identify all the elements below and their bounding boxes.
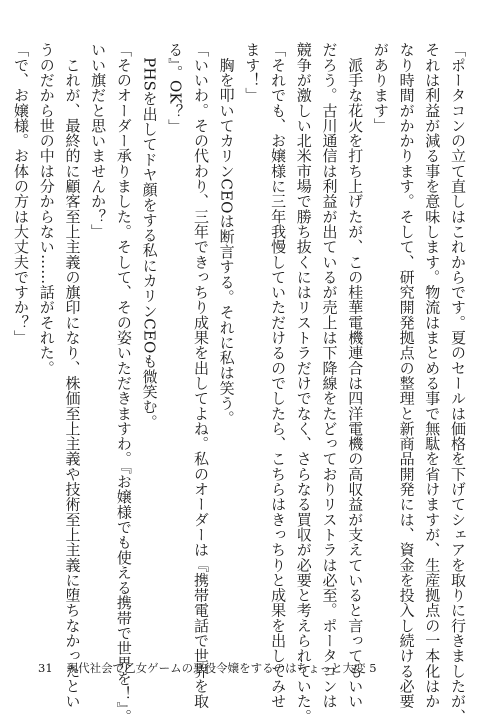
text-line: 「ポータコンの立て直しはこれからです。夏のセールは価格を下げてシェアを取りに行きましたが、 <box>449 42 467 724</box>
text-line: PHSを出してドヤ顔をする私にカリンCEOも微笑む。 <box>140 42 159 430</box>
text-line: ます！」 <box>243 42 262 103</box>
text-line: 競争が激しい北米市場で勝ち抜くにはリストラだけでなく、さらなる買収が必要と考えられていた。 <box>294 42 313 724</box>
text-line: 「それでも、お嬢様に三年我慢していただけるのでしたら、こちらはきっちりと成果を出してみせ <box>269 42 288 709</box>
text-line: があります」 <box>371 42 390 133</box>
page-number: 31 <box>38 661 53 675</box>
text-line: だろう。古川通信は利益が出ているが売上は下降線をたどっておりリストラは必至。ポータコンは <box>320 42 339 709</box>
book-title: 現代社会で乙女ゲームの悪役令嬢をするのはちょっと大変 5 <box>66 661 377 675</box>
text-line: うのだから世の中は分からない……話がそれた。 <box>37 42 56 376</box>
text-line: る』。OK？」 <box>166 42 185 135</box>
text-line: 胸を叩いてカリンCEOは断言する。それに私は笑う。 <box>217 42 236 426</box>
text-line: 「そのオーダー承りました。そして、その姿いただきますわ。『お嬢様でも使える携帯で世界を！』。 <box>114 42 133 724</box>
text-line: それは利益が減る事を意味します。物流はまとめる事で無駄を省けますが、生産拠点の一本化はか <box>423 42 442 709</box>
text-line: 「いいわ。その代わり、三年できっちり成果を出してよね。私のオーダーは『携帯電話で世界を取 <box>191 42 210 709</box>
page-footer <box>38 660 377 676</box>
text-line: これが、最終的に顧客至上主義の旗印になり、株価至上主義や技術至上主義に堕ちなかったとい <box>63 42 82 709</box>
text-line: 「で、お嬢様。お体の方は大丈夫ですか？」 <box>12 42 31 345</box>
text-line: いい旗だと思いませんか？」 <box>89 42 108 239</box>
text-line: 派手な花火を打ち上げたが、この桂華電機連合は四洋電機の高収益が支えていると言ってもいい <box>346 42 365 709</box>
text-line: なり時間がかかります。そして、研究開発拠点の整理と新商品開発には、資金を投入し続ける必要 <box>397 42 416 709</box>
